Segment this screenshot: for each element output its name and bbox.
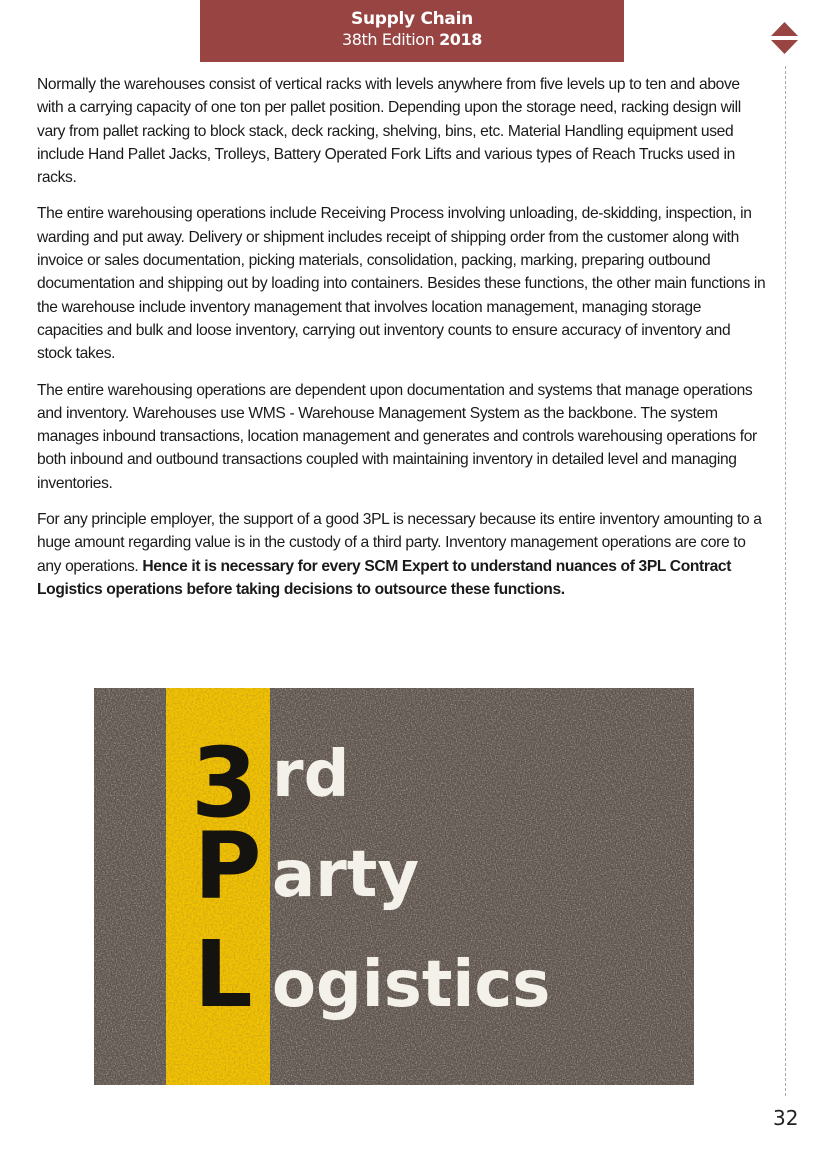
diamond-icon	[771, 22, 798, 54]
paragraph: Normally the warehouses consist of vertical racks with levels anywhere from five levels up to ten and above with a carrying capacity of one ton per pallet position. Depending upon the storage need, racking design will vary from pallet racking to block stack, deck racking, shelving, bins, etc. Material Handling equipment used include Hand Pallet Jacks, Trolleys, Battery Operated Fork Lifts and various types of Reach Trucks used in racks.	[37, 76, 741, 187]
paragraph: The entire warehousing operations are dependent upon documentation and systems that manage operations and inventory. Warehouses use WMS - Warehouse Management System as the backbone. The system manages inbound transactions, location management and generates and controls warehousing operations for both inbound and outbound transactions coupled with maintaining inventory in detailed level and managing inventories.	[37, 381, 757, 492]
paragraph-emphasis: Hence it is necessary for every SCM Expert to understand nuances of 3PL Contract Logistics operations before taking decisions to outsource these functions.	[37, 557, 732, 598]
word-arty: arty	[272, 838, 420, 912]
paragraph: The entire warehousing operations include Receiving Process involving unloading, de-skidding, inspection, in warding and put away. Delivery or shipment includes receipt of shipping order from the customer along with invoice or sales documentation, picking materials, consolidation, packing, marking, preparing outbound documentation and shipping out by loading into containers. Besides these functions, the other main functions in the warehouse include inventory management that involves location management, managing storage capacities and bulk and loose inventory, carrying out inventory counts to ensure accuracy of inventory and stock takes.	[37, 205, 766, 363]
article-body	[37, 73, 767, 614]
big-letter-l: L	[194, 921, 253, 1028]
big-letter-p: P	[194, 813, 262, 920]
header-title: Supply Chain	[351, 9, 473, 29]
page-number: 32	[773, 1106, 799, 1130]
header-year: 2018	[439, 30, 483, 49]
paragraph-text: For any principle employer, the support of a good 3PL is necessary because its entire inventory amounting to a huge amount regarding value is in the custody of a third party. Inventory management operations are core to any operations.	[37, 511, 762, 575]
word-rd: rd	[272, 738, 350, 812]
big-letter-3: 3	[191, 727, 258, 839]
margin-dashed-line	[785, 66, 786, 1096]
header-edition-line	[200, 29, 624, 51]
3pl-road-image	[94, 688, 694, 1085]
running-header	[200, 0, 624, 62]
header-edition: 38th Edition	[341, 30, 435, 49]
paragraph	[37, 508, 767, 601]
3pl-illustration	[94, 688, 694, 1085]
word-ogistics: ogistics	[272, 948, 551, 1022]
